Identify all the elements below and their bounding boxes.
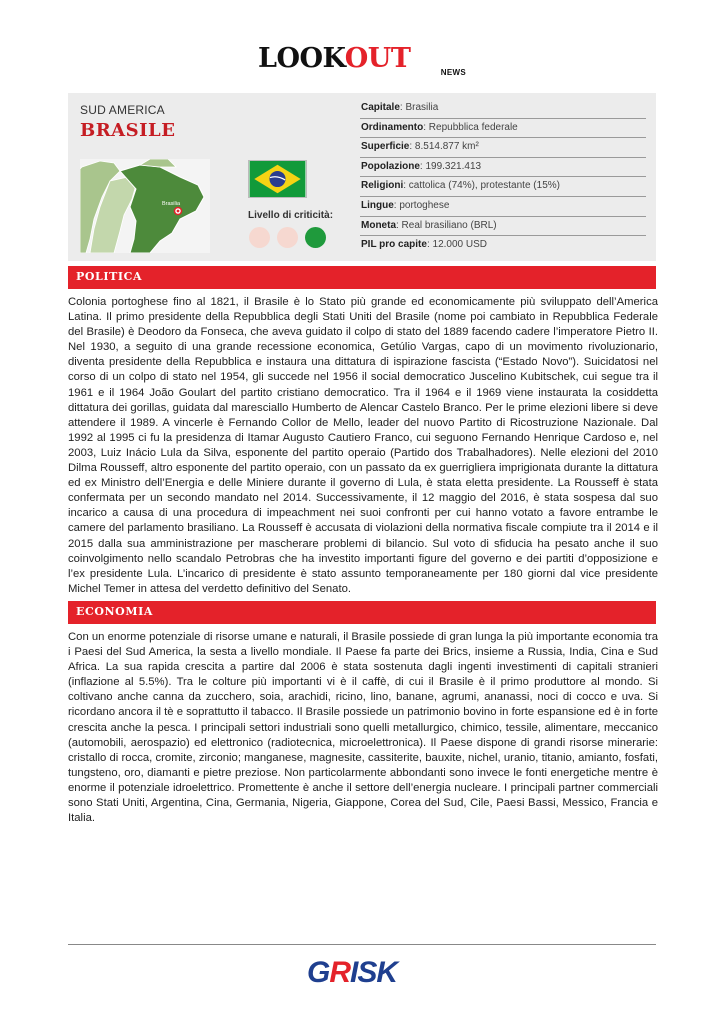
- grisk-wordmark: GRISK: [307, 956, 398, 989]
- economia-text: Con un enorme potenziale di risorse umane e naturali, il Brasile possiede di gran lunga la più importante economia tra i Paesi del Sud America, la sesta a livello mondiale. Il Paese fa parte dei Brics, insieme a Russia, India, Cina e Sud Africa. La sua rapida crescita a partire dal 2006 è stata sostenuta dagli ingenti investimenti di capitali stranieri (inflazione al 5.5%). Tra le colture più importanti vi è il caffè, di cui il Brasile è il primo produttore al mondo. Si coltivano anche canna da zucchero, soia, arachidi, ricino, lino, banane, agrumi, ananassi, noci di cocco e uva. Si ricordano ancora il tè e soprattutto il tabacco. Il Brasile possiede un patrimonio bovino in forte espansione ed è in forte crescita anche la pesca. I principali settori industriali sono quelli metallurgico, chimico, tessile, alimentare, meccanico (automobili, aerospazio) ed elettronico (radiotecnica, microelettronica). Il Paese dispone di grandi risorse minerarie: cristallo di rocca, cromite, zirconio; manganese, magnesite, cassiterite, bauxite, nichel, uranio, titanio, amianto, fosfati, tungsteno, oro, diamanti e pietre preziose. Non particolarmente abbondanti sono invece le fonti energetiche mentre è enorme il potenziale idroelettrico. Promettente è anche il settore dell’energia nucleare. I principali partner commerciali sono Stati Uniti, Argentina, Cina, Germania, Nigeria, Giappone, Corea del Sud, Cile, Paesi Bassi, Messico, Francia e Italia.: [68, 631, 658, 825]
- map-capital-label: Brasilia: [162, 201, 181, 207]
- footer-divider: [68, 944, 656, 945]
- criticality-dot-2: [277, 227, 298, 248]
- logo-look: LOOK: [258, 43, 345, 74]
- economia-section-header: [68, 601, 656, 624]
- brazil-flag-icon: [248, 160, 307, 198]
- criticality-indicator: [249, 227, 326, 248]
- fact-ordinamento: Ordinamento: Repubblica federale: [360, 119, 646, 139]
- fact-superficie: Superficie: 8.514.877 km²: [360, 138, 646, 158]
- criticality-label: Livello di criticità:: [248, 210, 334, 221]
- fact-pil: PIL pro capite: 12.000 USD: [361, 239, 487, 251]
- economia-section-title: ECONOMIA: [76, 605, 154, 618]
- country-infobox: [68, 93, 656, 261]
- fact-capitale: Capitale: Brasilia: [360, 99, 646, 119]
- country-facts-list: [360, 99, 646, 256]
- fact-moneta: Moneta: Real brasiliano (BRL): [360, 217, 646, 237]
- lookout-news-logo: [258, 44, 468, 78]
- south-america-map-icon: [80, 159, 210, 253]
- fact-popolazione: Popolazione: 199.321.413: [360, 158, 646, 178]
- fact-religioni: Religioni: cattolica (74%), protestante (15%): [360, 177, 646, 197]
- logo-out: OUT: [344, 43, 411, 74]
- criticality-dot-1: [249, 227, 270, 248]
- criticality-dot-3: [305, 227, 326, 248]
- grisk-logo: [307, 955, 427, 991]
- politica-section-title: POLITICA: [76, 270, 143, 283]
- logo-wordmark: [258, 44, 468, 74]
- politica-section-header: [68, 266, 656, 289]
- country-title: BRASILE: [80, 120, 176, 141]
- region-label: SUD AMERICA: [80, 103, 165, 117]
- politica-text: Colonia portoghese fino al 1821, il Brasile è lo Stato più grande ed economicamente più sviluppato dell’America Latina. Il primo presidente della Repubblica degli Stati Uniti del Brasile (nome poi cambiato in Repubblica Federale del Brasile) è Deodoro da Fonseca, che aveva guidato il colpo di stato del 1889 facendo cadere l’imperatore Pietro II. Nel 1930, a seguito di una grande recessione economica, Getúlio Vargas, capo di un movimento rivoluzionario, diventa presidente della Repubblica e instaura una dittatura di ispirazione fascista (“Estado Novo”). Suicidatosi nel corso di un colpo di stato nel 1954, gli succede nel 1956 il social democratico Juscelino Kubitschek, cui segue tra il 1961 e il 1964 João Goulart del partito cristiano democratico. Tra il 1964 e il 1969 viene instaurata la cosiddetta dittatura dei gorillas, guidata dal maresciallo Humberto de Alencar Castelo Branco. Per le prime elezioni libere si deve attendere il 1989. A vincerle è Fernando Collor de Mello, leader del nuovo Partito di Ricostruzione Nazionale. Dal 1992 al 1995 ci fu la presidenza di Itamar Augusto Cautiero Franco, cui seguono Fernando Henrique Cardoso e, nel 2003, Luiz Inácio Lula da Silva, esponente del partito operaio (Partido dos Trabalhadores). Nelle elezioni del 2010 Dilma Rousseff, altro esponente del partito operaio, con un passato da ex guerrigliera imprigionata durante la dittatura ed ex Ministro dell’Energia e delle Miniere durante il governo di Lula, è stata eletta presidente. La Rousseff è stata confermata per un secondo mandato nel 2014. Successivamente, il 12 maggio del 2016, è stata sospesa dal suo incarico a causa di una procedura di impeachment nei suoi confronti per cui hanno votato a favore entrambe le camere del parlamento brasiliano. La Rousseff è accusata di violazioni della normativa fiscale compiute tra il 2014 e il 2015 dalla sua amministrazione per mascherare problemi di bilancio. Sul voto di sfiducia ha pesato anche il suo coinvolgimento nello scandalo Petrobras che ha investito importanti figure del governo e dei partiti d’opposizione e l’ex presidente Lula. L’incarico di presidente è stato assunto temporaneamente per 180 giorni dal vice presidente Michel Temer in attesa del verdetto definitivo del Senato.: [68, 296, 658, 595]
- logo-news: NEWS: [440, 68, 466, 77]
- fact-lingue: Lingue: portoghese: [360, 197, 646, 217]
